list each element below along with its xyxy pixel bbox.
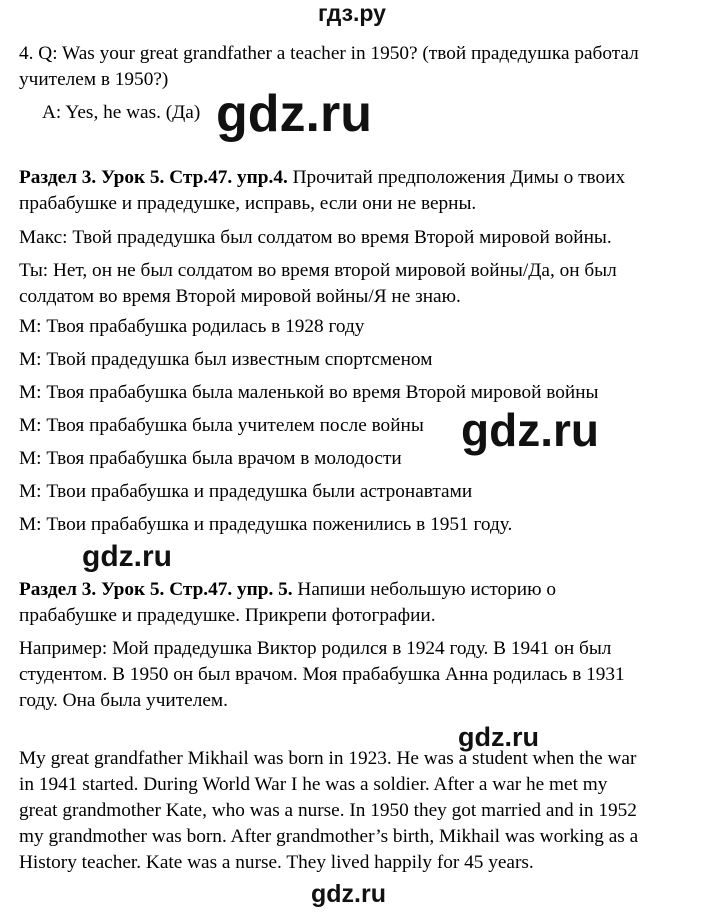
section-1-task-line-2: прабабушке и прадедушке, исправь, если они не верны. <box>19 193 477 214</box>
story-line: My great grandfather Mikhail was born in 1923. He was a student when the war <box>19 748 637 769</box>
max-statement: Макс: Твой прадедушка был солдатом во время Второй мировой войны. <box>19 227 612 248</box>
section-2-task-line-2: прабабушке и прадедушке. Прикрепи фотографии. <box>19 605 436 626</box>
list-item: M: Твоя прабабушка была маленькой во время Второй мировой войны <box>19 382 599 403</box>
section-1-header-line <box>19 165 709 191</box>
section-2-task: Напиши небольшую историю о <box>292 579 556 600</box>
story-line: History teacher. Kate was a nurse. They lived happily for 45 years. <box>19 852 534 873</box>
list-item: M: Твоя прабабушка была врачом в молодости <box>19 448 402 469</box>
list-item: M: Твой прадедушка был известным спортсменом <box>19 349 433 370</box>
you-reply-line-2: солдатом во время Второй мировой войны/Я не знаю. <box>19 286 461 307</box>
question-4-answer: A: Yes, he was. (Да) <box>42 102 201 123</box>
section-2-heading: Раздел 3. Урок 5. Стр.47. упр. 5. <box>19 579 293 600</box>
story-line: my grandmother was born. After grandmother’s birth, Mikhail was working as a <box>19 826 639 847</box>
watermark-gdz: gdz.ru <box>82 540 172 573</box>
story-line: great grandmother Kate, who was a nurse. In 1950 they got married and in 1952 <box>19 800 637 821</box>
section-2-header-line <box>19 577 709 603</box>
section-1-heading: Раздел 3. Урок 5. Стр.47. упр.4. <box>19 167 288 188</box>
watermark-gdz: gdz.ru <box>461 404 599 456</box>
watermark-gdz: gdz.ru <box>458 722 539 752</box>
question-4-line-1: 4. Q: Was your great grandfather a teacher in 1950? (твой прадедушка работал <box>19 43 639 64</box>
list-item: M: Твои прабабушка и прадедушка поженились в 1951 году. <box>19 514 513 535</box>
you-reply-line-1: Ты: Нет, он не был солдатом во время второй мировой войны/Да, он был <box>19 260 617 281</box>
list-item: M: Твоя прабабушка была учителем после войны <box>19 415 424 436</box>
story-line: in 1941 started. During World War I he was a soldier. After a war he met my <box>19 774 608 795</box>
watermark-gdz: gdz.ru <box>216 85 372 143</box>
example-line: студентом. В 1950 он был врачом. Моя прабабушка Анна родилась в 1931 <box>19 664 625 685</box>
example-line: Например: Мой прадедушка Виктор родился в 1924 году. В 1941 он был <box>19 638 612 659</box>
site-watermark-header: гдз.ру <box>318 0 386 26</box>
watermark-gdz: gdz.ru <box>311 880 386 908</box>
list-item: M: Твои прабабушка и прадедушка были астронавтами <box>19 481 473 502</box>
example-line: году. Она была учителем. <box>19 690 228 711</box>
section-1-task: Прочитай предположения Димы о твоих <box>287 167 626 188</box>
question-4-line-2: учителем в 1950?) <box>19 69 169 90</box>
list-item: M: Твоя прабабушка родилась в 1928 году <box>19 316 365 337</box>
